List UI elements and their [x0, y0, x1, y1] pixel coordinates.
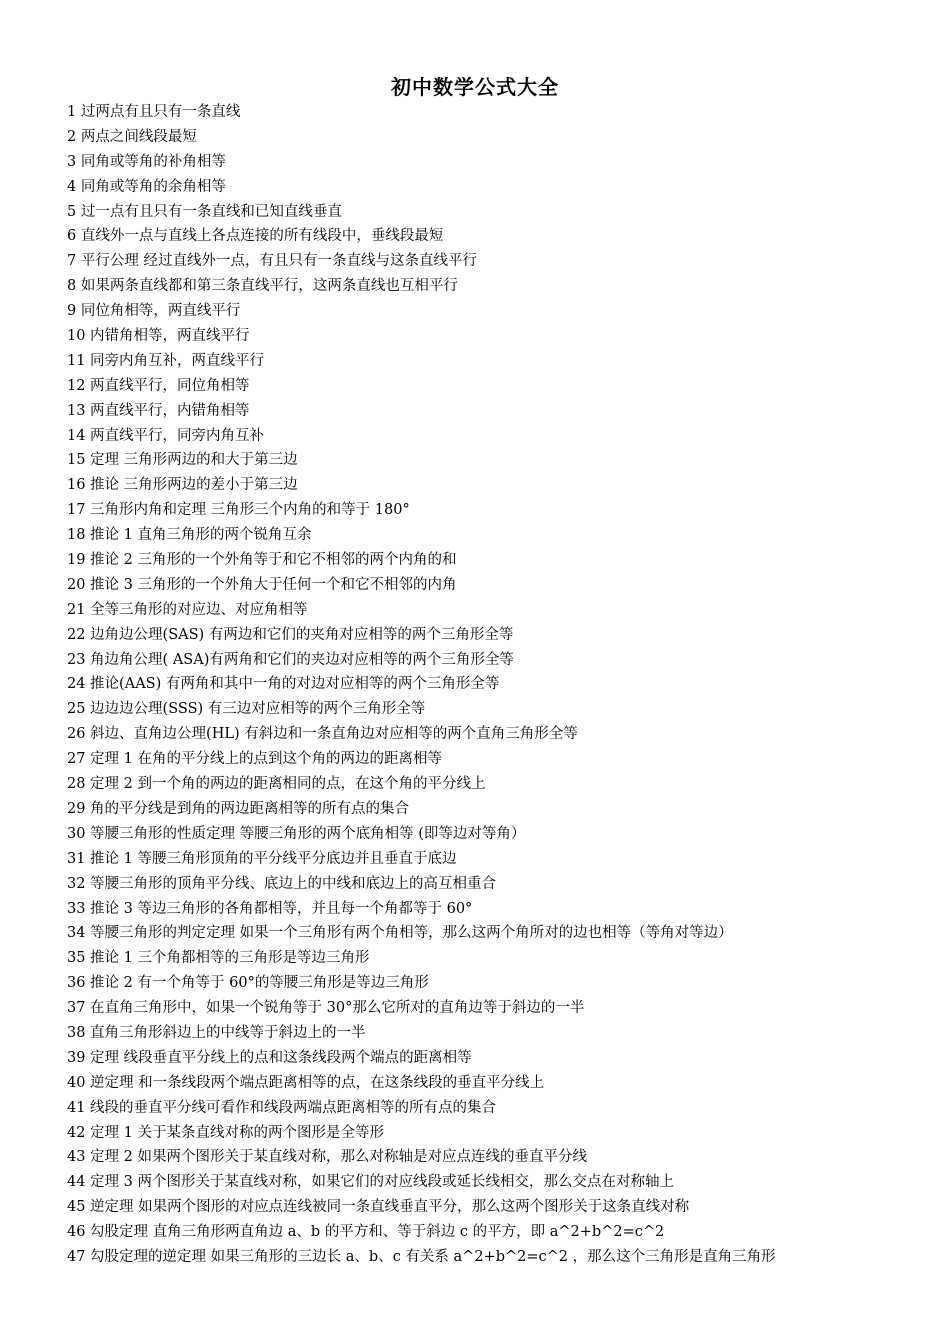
theorem-item: 14 两直线平行，同旁内角互补: [67, 427, 265, 444]
document-title: 初中数学公式大全: [391, 75, 559, 99]
theorem-item: 29 角的平分线是到角的两边距离相等的所有点的集合: [67, 800, 410, 817]
theorem-item: 9 同位角相等，两直线平行: [67, 303, 241, 320]
theorem-item: 17 三角形内角和定理 三角形三个内角的和等于 180°: [67, 502, 410, 519]
theorem-item: 15 定理 三角形两边的和大于第三边: [67, 452, 298, 469]
theorem-item: 10 内错角相等，两直线平行: [67, 328, 250, 345]
theorem-item: 18 推论 1 直角三角形的两个锐角互余: [67, 527, 312, 544]
theorem-item: 16 推论 三角形两边的差小于第三边: [67, 477, 298, 494]
theorem-item: 47 勾股定理的逆定理 如果三角形的三边长 a、b、c 有关系 a^2+b^2=c^2 ，那么这个三角形是直角三角形: [67, 1248, 776, 1265]
theorem-item: 21 全等三角形的对应边、对应角相等: [67, 601, 308, 618]
theorem-item: 36 推论 2 有一个角等于 60°的等腰三角形是等边三角形: [67, 975, 429, 992]
theorem-item: 26 斜边、直角边公理(HL) 有斜边和一条直角边对应相等的两个直角三角形全等: [67, 726, 578, 743]
theorem-item: 33 推论 3 等边三角形的各角都相等，并且每一个角都等于 60°: [67, 900, 473, 917]
theorem-item: 39 定理 线段垂直平分线上的点和这条线段两个端点的距离相等: [67, 1049, 472, 1066]
theorem-item: 20 推论 3 三角形的一个外角大于任何一个和它不相邻的内角: [67, 576, 457, 593]
theorem-item: 3 同角或等角的补角相等: [67, 153, 226, 170]
theorem-item: 4 同角或等角的余角相等: [67, 178, 226, 195]
theorem-item: 22 边角边公理(SAS) 有两边和它们的夹角对应相等的两个三角形全等: [67, 626, 514, 643]
theorem-item: 42 定理 1 关于某条直线对称的两个图形是全等形: [67, 1124, 385, 1141]
theorem-item: 23 角边角公理( ASA)有两角和它们的夹边对应相等的两个三角形全等: [67, 651, 514, 668]
theorem-item: 11 同旁内角互补，两直线平行: [67, 352, 265, 369]
theorem-item: 6 直线外一点与直线上各点连接的所有线段中，垂线段最短: [67, 228, 444, 245]
theorem-item: 40 逆定理 和一条线段两个端点距离相等的点，在这条线段的垂直平分线上: [67, 1074, 545, 1091]
theorem-item: 8 如果两条直线都和第三条直线平行，这两条直线也互相平行: [67, 278, 458, 295]
theorem-list: [67, 100, 937, 1270]
theorem-item: 12 两直线平行，同位角相等: [67, 377, 250, 394]
theorem-item: 44 定理 3 两个图形关于某直线对称，如果它们的对应线段或延长线相交，那么交点在对称轴上: [67, 1174, 674, 1191]
theorem-item: 25 边边边公理(SSS) 有三边对应相等的两个三角形全等: [67, 701, 426, 718]
theorem-item: 2 两点之间线段最短: [67, 128, 197, 145]
theorem-item: 24 推论(AAS) 有两角和其中一角的对边对应相等的两个三角形全等: [67, 676, 500, 693]
theorem-item: 41 线段的垂直平分线可看作和线段两端点距离相等的所有点的集合: [67, 1099, 497, 1116]
theorem-item: 5 过一点有且只有一条直线和已知直线垂直: [67, 203, 342, 220]
theorem-item: 31 推论 1 等腰三角形顶角的平分线平分底边并且垂直于底边: [67, 850, 457, 867]
theorem-item: 19 推论 2 三角形的一个外角等于和它不相邻的两个内角的和: [67, 552, 457, 569]
theorem-item: 28 定理 2 到一个角的两边的距离相同的点，在这个角的平分线上: [67, 776, 486, 793]
theorem-item: 1 过两点有且只有一条直线: [67, 104, 241, 120]
theorem-item: 43 定理 2 如果两个图形关于某直线对称，那么对称轴是对应点连线的垂直平分线: [67, 1149, 588, 1166]
theorem-item: 32 等腰三角形的顶角平分线、底边上的中线和底边上的高互相重合: [67, 875, 497, 892]
theorem-item: 35 推论 1 三个角都相等的三角形是等边三角形: [67, 950, 370, 967]
theorem-item: 46 勾股定理 直角三角形两直角边 a、b 的平方和、等于斜边 c 的平方，即 a^2+b^2=c^2: [67, 1224, 665, 1241]
theorem-item: 13 两直线平行，内错角相等: [67, 402, 250, 419]
theorem-item: 27 定理 1 在角的平分线上的点到这个角的两边的距离相等: [67, 751, 443, 768]
theorem-item: 37 在直角三角形中，如果一个锐角等于 30°那么它所对的直角边等于斜边的一半: [67, 1000, 585, 1017]
theorem-item: 34 等腰三角形的判定定理 如果一个三角形有两个角相等，那么这两个角所对的边也相等（等角对等边）: [67, 925, 733, 942]
theorem-item: 7 平行公理 经过直线外一点，有且只有一条直线与这条直线平行: [67, 253, 477, 270]
theorem-item: 30 等腰三角形的性质定理 等腰三角形的两个底角相等 (即等边对等角）: [67, 825, 526, 842]
theorem-item: 38 直角三角形斜边上的中线等于斜边上的一半: [67, 1024, 366, 1041]
theorem-item: 45 逆定理 如果两个图形的对应点连线被同一条直线垂直平分，那么这两个图形关于这条直线对称: [67, 1199, 690, 1216]
